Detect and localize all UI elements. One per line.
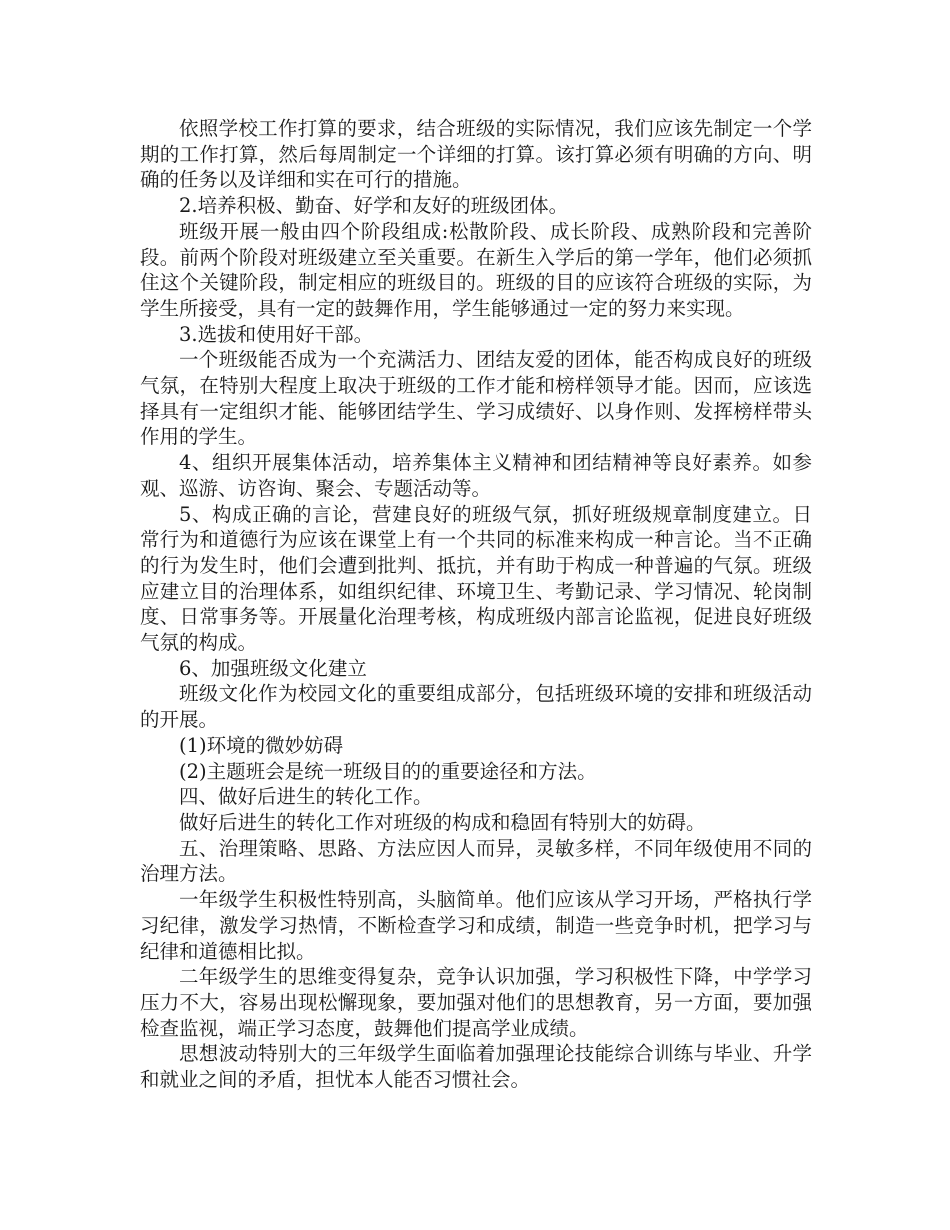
paragraph-grade-3: 思想波动特别大的三年级学生面临着加强理论技能综合训练与毕业、升学和就业之间的矛盾，担忧本人能否习惯社会。 [140, 1042, 812, 1092]
paragraph-plan: 依照学校工作打算的要求，结合班级的实际情况，我们应该先制定一个学期的工作打算，然后每周制定一个详细的打算。该打算必须有明确的方向、明确的任务以及详细和实在可行的措施。 [140, 117, 812, 192]
document-body [140, 116, 812, 1093]
paragraph-class-culture: 班级文化作为校园文化的重要组成部分，包括班级环境的安排和班级活动的开展。 [140, 682, 812, 732]
paragraph-heading-2: 2.培养积极、勤奋、好学和友好的班级团体。 [179, 194, 569, 218]
paragraph-stages: 班级开展一般由四个阶段组成:松散阶段、成长阶段、成熟阶段和完善阶段。前两个阶段对班级建立至关重要。在新生入学后的第一学年，他们必须抓住这个关键阶段，制定相应的班级目的。班级的目的应该符合班级的实际，为学生所接受，具有一定的鼓舞作用，学生能够通过一定的努力来实现。 [140, 219, 812, 320]
paragraph-heading-5: 5、构成正确的言论，营建良好的班级气氛，抓好班级规章制度建立。日常行为和道德行为应该在课堂上有一个共同的标准来构成一种言论。当不正确的行为发生时，他们会遭到批判、抵抗，并有助于构成一种普遍的气氛。班级应建立目的治理体系，如组织纪律、环境卫生、考勤记录、学习情况、轮岗制度、日常事务等。开展量化治理考核，构成班级内部言论监视，促进良好班级气氛的构成。 [140, 502, 812, 655]
paragraph-item-2: (2)主题班会是统一班级目的的重要途径和方法。 [179, 759, 597, 783]
paragraph-section-4: 四、做好后进生的转化工作。 [179, 785, 433, 809]
paragraph-section-5: 五、治理策略、思路、方法应因人而异，灵敏多样，不同年级使用不同的治理方法。 [140, 836, 812, 886]
paragraph-laggard-students: 做好后进生的转化工作对班级的构成和稳固有特别大的妨碍。 [179, 810, 706, 834]
paragraph-cadres: 一个班级能否成为一个充满活力、团结友爱的团体，能否构成良好的班级气氛，在特别大程度上取决于班级的工作才能和榜样领导才能。因而，应该选择具有一定组织才能、能够团结学生、学习成绩好、以身作则、发挥榜样带头作用的学生。 [140, 348, 812, 449]
paragraph-heading-6: 6、加强班级文化建立 [179, 656, 367, 680]
paragraph-grade-1: 一年级学生积极性特别高，头脑简单。他们应该从学习开场，严格执行学习纪律，激发学习热情，不断检查学习和成绩，制造一些竞争时机，把学习与纪律和道德相比拟。 [140, 888, 812, 963]
paragraph-grade-2: 二年级学生的思维变得复杂，竞争认识加强，学习积极性下降，中学学习压力不大，容易出现松懈现象，要加强对他们的思想教育，另一方面，要加强检查监视，端正学习态度，鼓舞他们提高学业成绩。 [140, 965, 812, 1040]
paragraph-heading-4: 4、组织开展集体活动，培养集体主义精神和团结精神等良好素养。如参观、巡游、访咨询、聚会、专题活动等。 [140, 451, 812, 500]
paragraph-heading-3: 3.选拔和使用好干部。 [179, 322, 374, 346]
paragraph-item-1: (1)环境的微妙妨碍 [179, 733, 344, 757]
